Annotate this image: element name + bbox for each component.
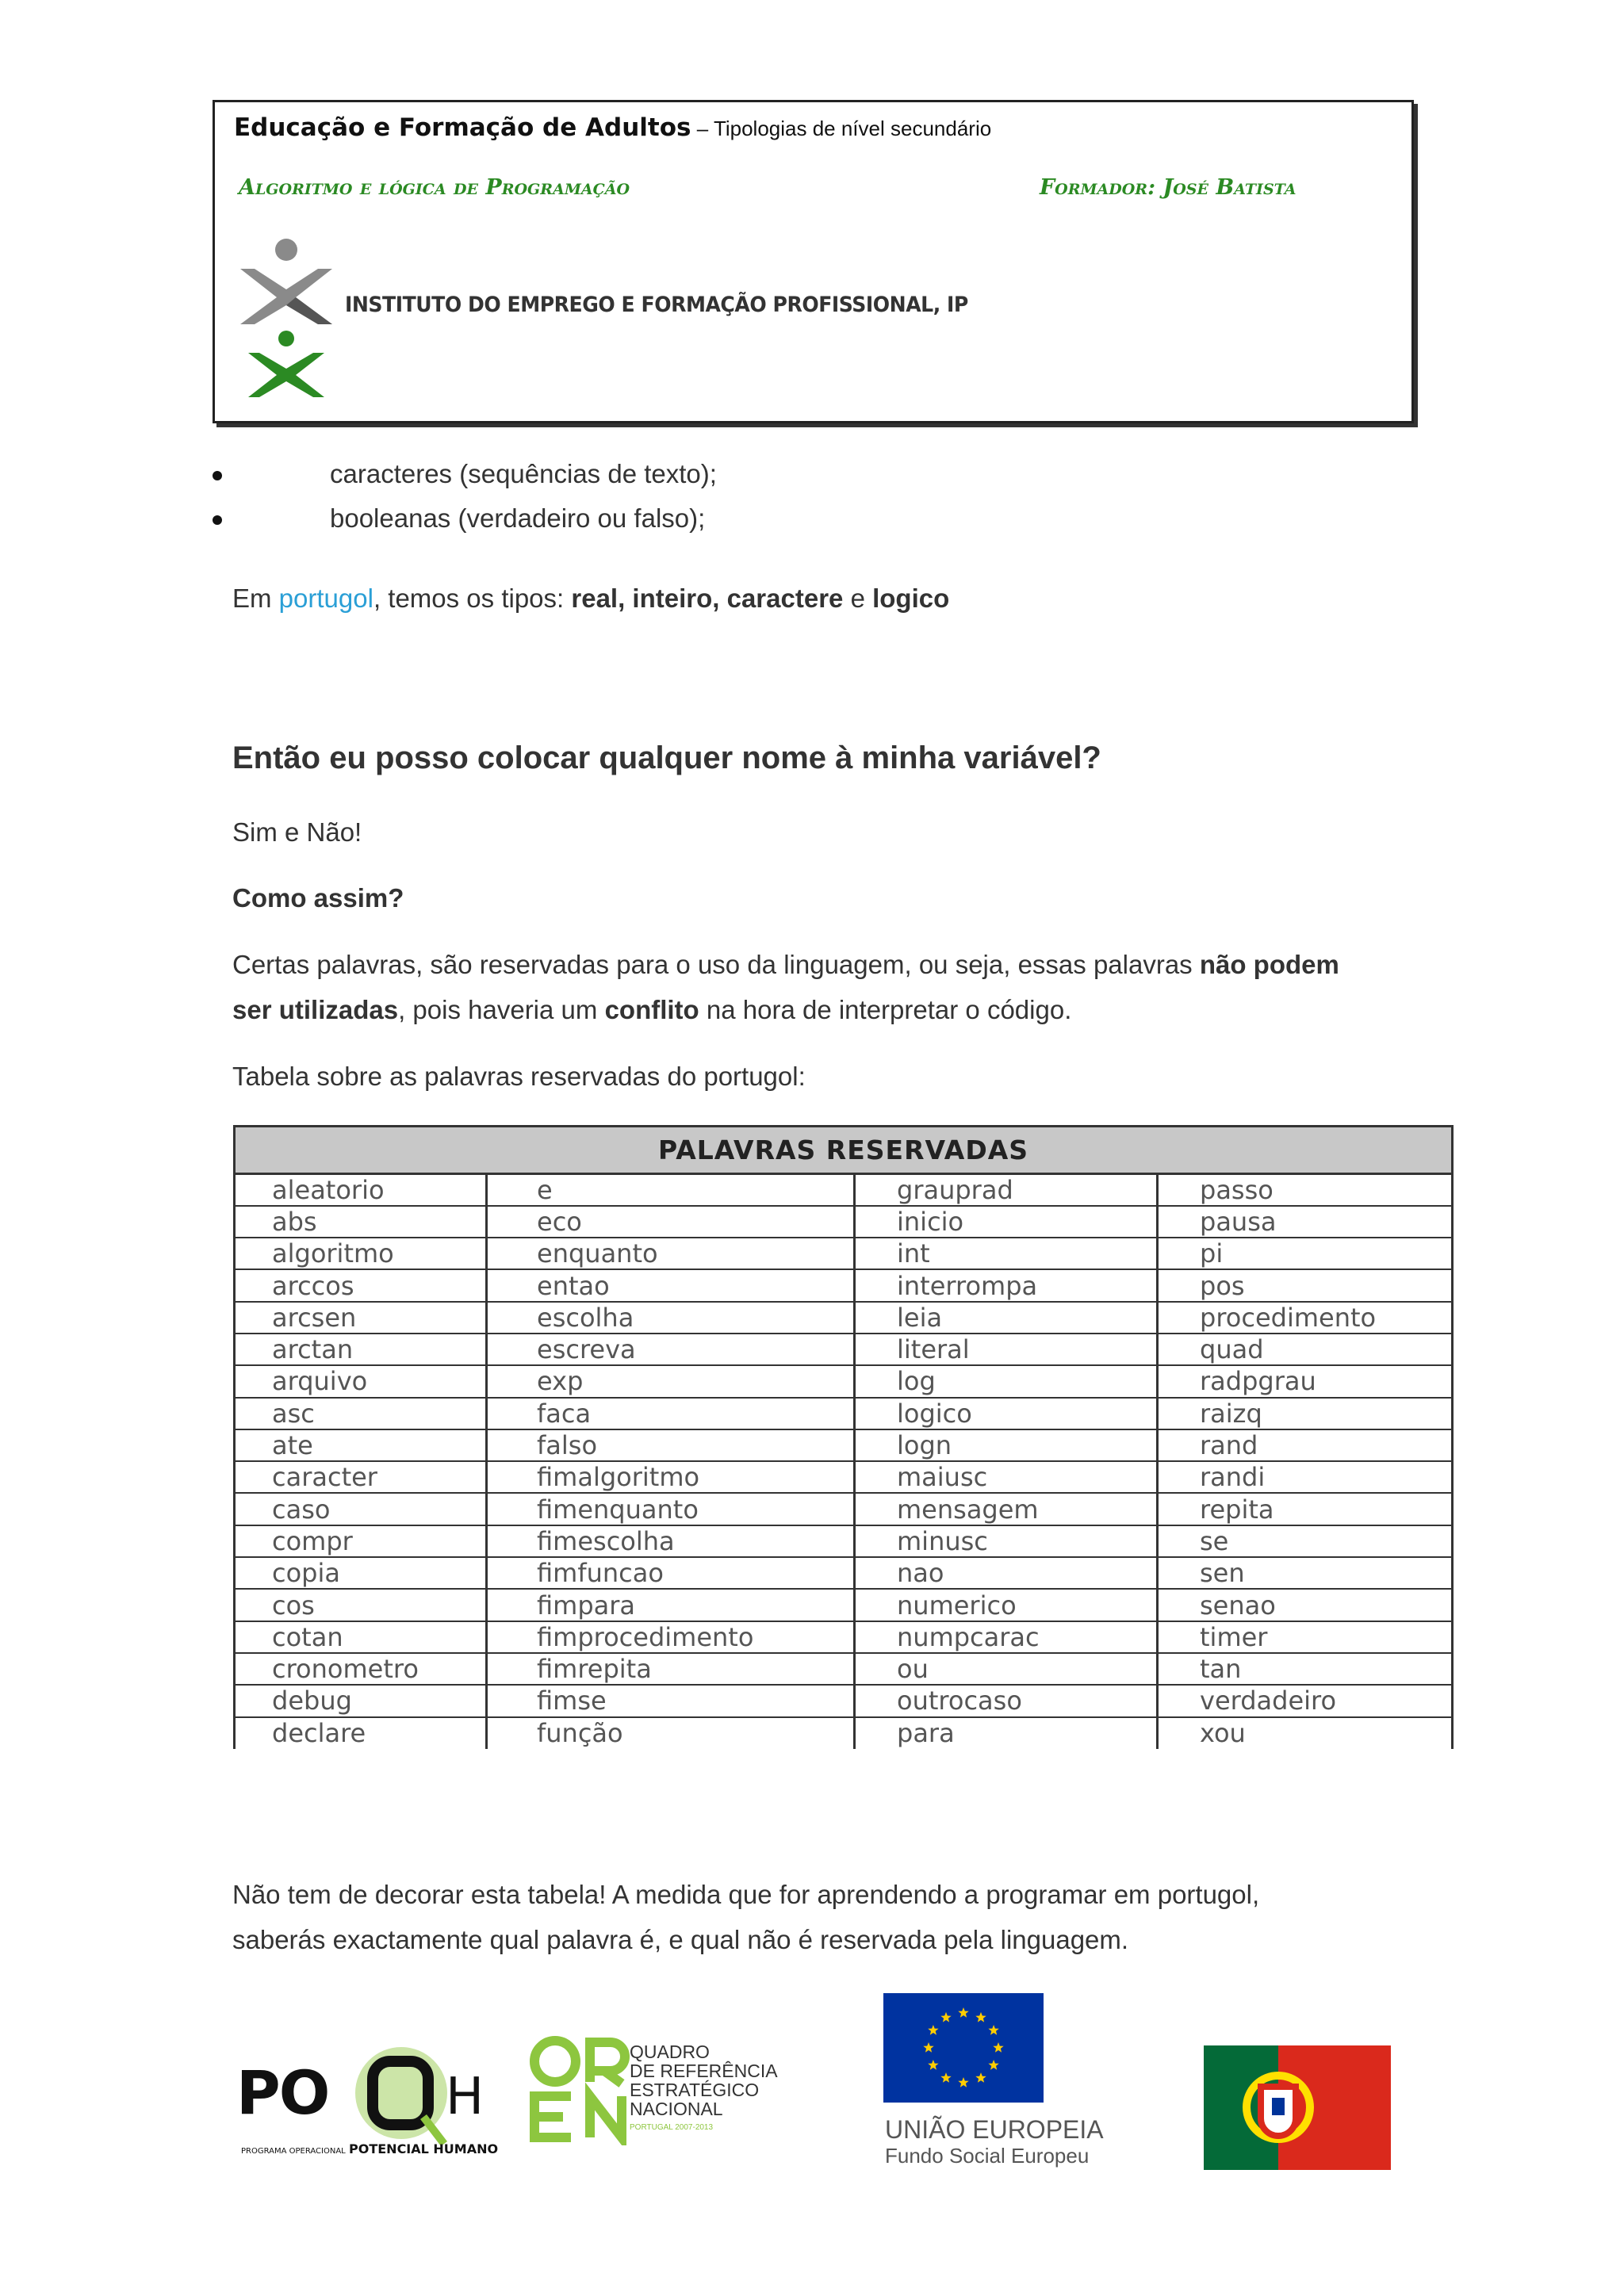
table-row xyxy=(235,1302,1453,1334)
table-header: PALAVRAS RESERVADAS xyxy=(235,1127,1453,1174)
table-cell: função xyxy=(487,1717,855,1749)
table-cell: fimescolha xyxy=(487,1525,855,1557)
table-cell: inicio xyxy=(855,1206,1158,1238)
course-title: Algoritmo e lógica de Programação xyxy=(239,175,630,200)
svg-text:POTENCIAL HUMANO: POTENCIAL HUMANO xyxy=(349,2141,499,2156)
svg-text:PROGRAMA OPERACIONAL: PROGRAMA OPERACIONAL xyxy=(241,2147,346,2156)
table-body xyxy=(235,1174,1453,1749)
table-cell: xou xyxy=(1158,1717,1453,1749)
table-row xyxy=(235,1269,1453,1301)
table-cell: fimpara xyxy=(487,1589,855,1621)
table-cell: procedimento xyxy=(1158,1302,1453,1334)
svg-text:H: H xyxy=(446,2068,485,2126)
table-cell: minusc xyxy=(855,1525,1158,1557)
closing-line-2: saberás exactamente qual palavra é, e qual não é reservada pela linguagem. xyxy=(232,1925,1129,1954)
table-cell: rand xyxy=(1158,1429,1453,1461)
trainer-name: Formador: José Batista xyxy=(1040,175,1297,200)
table-cell: mensagem xyxy=(855,1493,1158,1525)
table-cell: fimprocedimento xyxy=(487,1621,855,1653)
table-cell: quad xyxy=(1158,1334,1453,1365)
table-cell: literal xyxy=(855,1334,1158,1365)
header-title xyxy=(234,113,991,142)
table-cell: cos xyxy=(235,1589,487,1621)
bullet-list xyxy=(213,457,717,545)
table-row xyxy=(235,1493,1453,1525)
table-cell: passo xyxy=(1158,1174,1453,1206)
table-cell: entao xyxy=(487,1269,855,1301)
svg-text:ESTRATÉGICO: ESTRATÉGICO xyxy=(630,2080,760,2100)
svg-text:PO: PO xyxy=(236,2057,329,2128)
table-cell: para xyxy=(855,1717,1158,1749)
table-row xyxy=(235,1717,1453,1749)
table-row xyxy=(235,1429,1453,1461)
table-cell: arcsen xyxy=(235,1302,487,1334)
table-cell: fimenquanto xyxy=(487,1493,855,1525)
reserved-words-table xyxy=(233,1125,1454,1749)
table-cell: e xyxy=(487,1174,855,1206)
table-row xyxy=(235,1206,1453,1238)
bullet-icon xyxy=(213,471,222,480)
table-row xyxy=(235,1621,1453,1653)
table-cell: arquivo xyxy=(235,1365,487,1397)
institute-name: INSTITUTO DO EMPREGO E FORMAÇÃO PROFISSIONAL, IP xyxy=(345,293,968,317)
poph-logo-icon xyxy=(236,2017,506,2168)
table-row xyxy=(235,1525,1453,1557)
table-cell: algoritmo xyxy=(235,1238,487,1269)
table-row xyxy=(235,1461,1453,1493)
table-cell: arccos xyxy=(235,1269,487,1301)
header-title-rest: – Tipologias de nível secundário xyxy=(691,117,992,140)
table-cell: fimse xyxy=(487,1685,855,1716)
table-cell: arctan xyxy=(235,1334,487,1365)
svg-text:PORTUGAL 2007-2013: PORTUGAL 2007-2013 xyxy=(630,2123,714,2132)
table-cell: numerico xyxy=(855,1589,1158,1621)
table-cell: asc xyxy=(235,1398,487,1429)
table-row xyxy=(235,1238,1453,1269)
table-cell: caracter xyxy=(235,1461,487,1493)
table-cell: numpcarac xyxy=(855,1621,1158,1653)
table-cell: ate xyxy=(235,1429,487,1461)
table-cell: randi xyxy=(1158,1461,1453,1493)
table-cell: pi xyxy=(1158,1238,1453,1269)
bullet-icon xyxy=(213,515,222,525)
table-cell: fimrepita xyxy=(487,1653,855,1685)
types-paragraph: Em portugol, temos os tipos: real, inteiro, caractere e logico xyxy=(232,584,950,613)
table-row xyxy=(235,1589,1453,1621)
closing-line-1: Não tem de decorar esta tabela! A medida que for aprendendo a programar em portugol, xyxy=(232,1880,1260,1909)
table-cell: cronometro xyxy=(235,1653,487,1685)
table-cell: verdadeiro xyxy=(1158,1685,1453,1716)
table-cell: radpgrau xyxy=(1158,1365,1453,1397)
table-cell: faca xyxy=(487,1398,855,1429)
table-cell: senao xyxy=(1158,1589,1453,1621)
svg-text:Fundo Social Europeu: Fundo Social Europeu xyxy=(885,2144,1090,2168)
table-intro: Tabela sobre as palavras reservadas do portugol: xyxy=(232,1062,806,1091)
explanation-paragraph: Certas palavras, são reservadas para o uso da linguagem, ou seja, essas palavras não podem ser utilizadas, pois haveria um conflito na hora de interpretar o código. xyxy=(232,950,1339,1024)
qren-logo-icon xyxy=(528,2034,782,2145)
table-cell: int xyxy=(855,1238,1158,1269)
table-cell: log xyxy=(855,1365,1158,1397)
header-title-bold: Educação e Formação de Adultos xyxy=(234,113,691,142)
table-cell: logn xyxy=(855,1429,1158,1461)
table-cell: raizq xyxy=(1158,1398,1453,1429)
table-row xyxy=(235,1653,1453,1685)
document-header xyxy=(213,100,1414,423)
table-cell: timer xyxy=(1158,1621,1453,1653)
iefp-logo-icon xyxy=(231,235,342,410)
table-cell: ou xyxy=(855,1653,1158,1685)
svg-text:DE REFERÊNCIA: DE REFERÊNCIA xyxy=(630,2061,778,2081)
question-paragraph: Como assim? xyxy=(232,883,404,913)
table-row xyxy=(235,1174,1453,1206)
svg-text:NACIONAL: NACIONAL xyxy=(630,2099,723,2119)
table-cell: pos xyxy=(1158,1269,1453,1301)
table-cell: interrompa xyxy=(855,1269,1158,1301)
table-row xyxy=(235,1685,1453,1716)
table-cell: copia xyxy=(235,1557,487,1589)
portugal-flag-icon xyxy=(1204,2045,1391,2170)
table-cell: fimalgoritmo xyxy=(487,1461,855,1493)
portugol-link[interactable]: portugol xyxy=(278,584,373,613)
section-heading: Então eu posso colocar qualquer nome à minha variável? xyxy=(232,740,1101,775)
table-cell: cotan xyxy=(235,1621,487,1653)
table-cell: falso xyxy=(487,1429,855,1461)
table-row xyxy=(235,1334,1453,1365)
table-cell: escolha xyxy=(487,1302,855,1334)
table-cell: logico xyxy=(855,1398,1158,1429)
list-item: booleanas (verdadeiro ou falso); xyxy=(213,501,717,545)
table-row xyxy=(235,1398,1453,1429)
table-cell: declare xyxy=(235,1717,487,1749)
table-cell: exp xyxy=(487,1365,855,1397)
table-cell: repita xyxy=(1158,1493,1453,1525)
table-cell: sen xyxy=(1158,1557,1453,1589)
table-cell: outrocaso xyxy=(855,1685,1158,1716)
table-cell: caso xyxy=(235,1493,487,1525)
svg-text:UNIÃO EUROPEIA: UNIÃO EUROPEIA xyxy=(885,2115,1104,2144)
table-row xyxy=(235,1557,1453,1589)
table-cell: compr xyxy=(235,1525,487,1557)
answer-paragraph: Sim e Não! xyxy=(232,817,362,847)
table-cell: eco xyxy=(487,1206,855,1238)
table-cell: tan xyxy=(1158,1653,1453,1685)
list-item: caracteres (sequências de texto); xyxy=(213,457,717,501)
table-cell: enquanto xyxy=(487,1238,855,1269)
table-cell: se xyxy=(1158,1525,1453,1557)
table-cell: debug xyxy=(235,1685,487,1716)
table-cell: abs xyxy=(235,1206,487,1238)
svg-text:QUADRO: QUADRO xyxy=(630,2042,710,2062)
table-cell: escreva xyxy=(487,1334,855,1365)
table-cell: grauprad xyxy=(855,1174,1158,1206)
table-cell: aleatorio xyxy=(235,1174,487,1206)
table-cell: nao xyxy=(855,1557,1158,1589)
table-row xyxy=(235,1365,1453,1397)
table-cell: pausa xyxy=(1158,1206,1453,1238)
table-cell: leia xyxy=(855,1302,1158,1334)
eu-logo-icon xyxy=(883,1993,1105,2175)
table-cell: maiusc xyxy=(855,1461,1158,1493)
table-cell: fimfuncao xyxy=(487,1557,855,1589)
